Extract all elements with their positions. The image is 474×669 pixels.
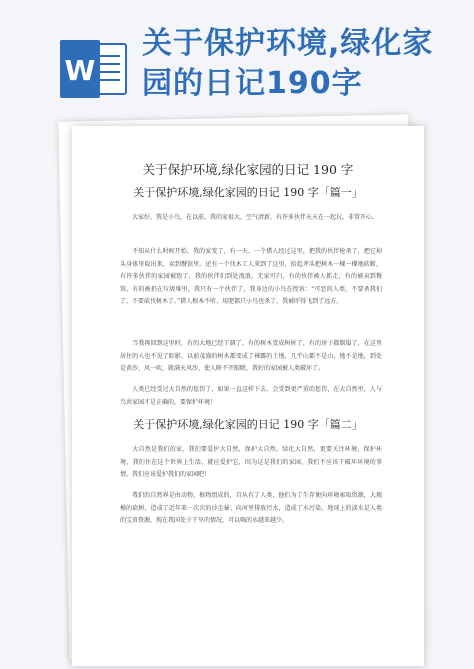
document-title: 关于保护环境,绿化家园的日记 190 字: [142, 162, 354, 177]
paragraph: 大家好，我是小鸟，在以前，我的家很大，空气清新，有许多伙伴天天在一起玩，非常开心。: [132, 214, 379, 221]
banner: [0, 0, 474, 110]
page-title: 关于保护环境,绿化家园的日记190字: [142, 26, 434, 101]
paragraph: 不知从什么时候开始，我的家变了，有一天，一个猎人经过这里，把我的伙伴枪杀了，把它掉头身体里取出来，卖到餐馆里。还有一个伐木工人来到了这里，拾起斧头把树木一棵一棵地砍断，有许多伙伴的家园被毁了，我的伙伴们到处流浪，无家可归，有的伙伴被人抓走，有的被卖到餐馆，有的被扔在垃圾堆里，我只有一个伙伴了，我身边的小鸟在控诉：“可恶的人类，不要杀我们了，不要砍伐树木了。”猎人根本不听，用肥都只小鸟也杀了，我被吓得飞到了远方。: [120, 248, 382, 306]
document-page: [72, 126, 424, 666]
paragraph: 人类已经受过大自然的惩罚了，如果一直这样下去，会受到更严重的惩罚，在大自然里，人与鸟共家园才是正确的，要保护环境！: [120, 386, 382, 406]
word-icon-letter: W: [64, 54, 96, 87]
section-heading-2: 关于保护环境,绿化家园的日记 190 字「篇二」: [133, 418, 363, 431]
section-heading-1: 关于保护环境,绿化家园的日记 190 字「篇一」: [133, 186, 363, 199]
paragraph: 大自然是我们的家，我们要爱护大自然，保护大自然，绿化大自然，更要关注环境，保护环境，我们住在这个世界上生活，就应爱护它，因为这是我们的家园，我们不应该干破坏环境的事情，我们应该爱护我们的家园吧！: [120, 446, 382, 479]
word-document-icon: [60, 40, 128, 98]
paragraph: 我们的自然界是由动物，植物组成的，自从有了人类，他们为了生存便向环境索取资源，大规模的砍树，造成了近年来一次次的沙尘暴；向河里排放污水，造成了水污染，地球上的淡水是人类的宝贵资源，现在我国处于干旱的情况，可以喝的水越来越少。: [120, 492, 382, 525]
paragraph: 当我再回到这里时，有的大地已经干涸了，有的树木变成树桩了，有的房子都倒塌了，在这里居住的人也不见了踪影，以前茂盛的树木都变成了裸露的土地，几乎山都不是山，地不是地，到处是黄沙，风一吹，就满天风沙，使人睁不开眼睛，我好的家园被人类破坏了。: [120, 340, 382, 373]
